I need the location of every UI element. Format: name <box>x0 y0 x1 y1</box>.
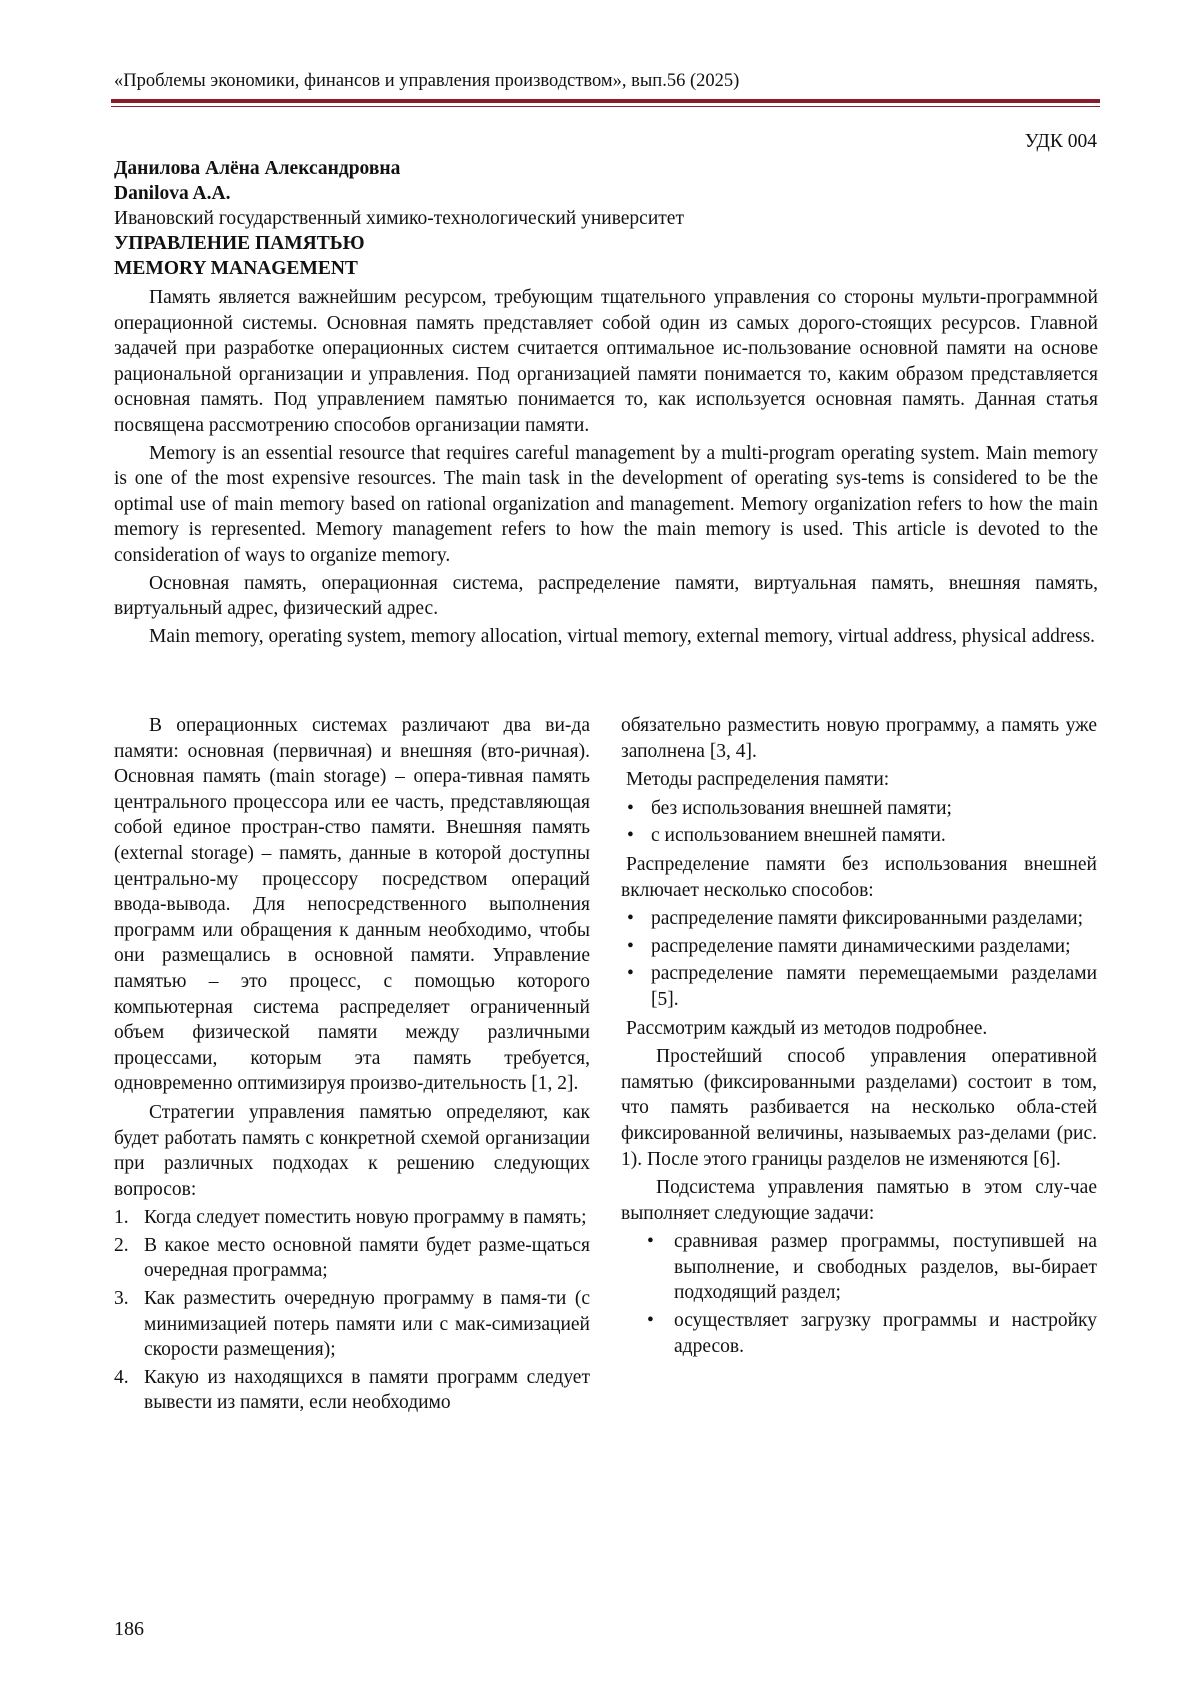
article-meta <box>114 156 1098 281</box>
list-item: • распределение памяти фиксированными разделами; <box>621 906 1097 932</box>
list-item: • с использованием внешней памяти. <box>621 823 1097 849</box>
abstract <box>114 285 1098 651</box>
udk-code: УДК 004 <box>1024 131 1097 152</box>
no-external-methods-list <box>621 906 1097 1012</box>
keywords-en: Main memory, operating system, memory allocation, virtual memory, external memory, virtual address, physical address. <box>149 625 1096 647</box>
list-item: 3. Как разместить очередную программу в памя-ти (с минимизацией потерь памяти или с мак-симизацией скорости размещения); <box>114 1288 590 1361</box>
paragraph: Распределение памяти без использования внешней включает несколько способов: <box>621 853 1097 901</box>
bullet-icon: • <box>627 935 634 957</box>
list-item: 4. Какую из находящихся в памяти программ следует вывести из памяти, если необходимо <box>114 1366 590 1414</box>
bullet-icon: • <box>647 1310 654 1332</box>
paragraph: Подсистема управления памятью в этом слу-чае выполняет следующие задачи: <box>621 1177 1097 1224</box>
header-rule <box>111 99 1100 103</box>
bullet-icon: • <box>627 908 634 930</box>
bullet-icon: • <box>627 825 634 847</box>
title-en: MEMORY MANAGEMENT <box>114 258 358 279</box>
paragraph: В операционных системах различают два ви-да памяти: основная (первичная) и внешняя (вто-ричная). Основная память (main storage) – опера-тивная память центрального процессора или ее часть, представляющая собой единое простран-ство памяти. Внешняя память (external storage) – память, данные в которой доступны центрально-му процессору посредством операций ввода-вывода. Для непосредственного выполнения программ или обращения к данным необходимо, чтобы они размещались в основной памяти. Управление памятью – это процесс, с помощью которого компьютерная система распределяет ограниченный объем физической памяти между различными процессами, которым эта память требуется, одновременно оптимизируя произво-дительность [1, 2]. <box>114 715 590 1095</box>
keywords-ru: Основная память, операционная система, распределение памяти, виртуальная память, внешняя память, виртуальный адрес, физический адрес. <box>114 572 1098 620</box>
methods-list <box>621 796 1097 849</box>
questions-list <box>114 1205 590 1416</box>
list-item: • сравнивая размер программы, поступившей на выполнение, и свободных разделов, вы-бирает подходящий раздел; <box>647 1231 1097 1304</box>
title-ru: УПРАВЛЕНИЕ ПАМЯТЬЮ <box>114 233 365 254</box>
list-item: • без использования внешней памяти; <box>621 796 1097 822</box>
page-number: 186 <box>114 1618 144 1640</box>
abstract-ru: Память является важнейшим ресурсом, требующим тщательного управления со стороны мульти-программной операционной системы. Основная память представляет собой один из самых дорого-стоящих ресурсов. Главной задачей при разработке операционных систем считается оптимальное ис-пользование основной памяти на основе рациональной организации и управления. Под организацией памяти понимается то, каким образом представляется основная память. Под управлением памятью понимается то, как используется основная память. Данная статья посвящена рассмотрению способов организации памяти. <box>114 287 1098 436</box>
bullet-icon: • <box>647 1231 654 1253</box>
list-item: • распределение памяти перемещаемыми разделами [5]. <box>627 963 1097 1010</box>
list-item: • распределение памяти динамическими разделами; <box>621 934 1097 960</box>
author-en: Danilova A.A. <box>114 183 231 204</box>
abstract-en: Memory is an essential resource that requires careful management by a multi-program operating system. Main memory is one of the most expensive resources. The main task in the development of operating sys-tems is considered to be the optimal use of main memory based on rational organization and management. Memory organization refers to how the main memory is represented. Memory management refers to how the main memory is used. This article is devoted to the consideration of ways to organize memory. <box>114 442 1098 566</box>
paragraph: обязательно разместить новую программу, а память уже заполнена [3, 4]. <box>621 715 1097 762</box>
list-item: 2. В какое место основной памяти будет разме-щаться очередная программа; <box>114 1234 590 1282</box>
journal-header: «Проблемы экономики, финансов и управления производством», вып.56 (2025) <box>114 71 740 91</box>
list-item: • осуществляет загрузку программы и настройку адресов. <box>647 1310 1097 1357</box>
list-item: 1. Когда следует поместить новую программу в память; <box>114 1207 587 1229</box>
author-ru: Данилова Алёна Александровна <box>114 158 401 179</box>
paragraph: Стратегии управления памятью определяют, как будет работать память с конкретной схемой организации при различных подходах к решению следующих вопросов: <box>114 1101 590 1200</box>
left-column <box>114 713 590 1418</box>
right-column <box>621 713 1097 1362</box>
header-rule-thin <box>111 106 1100 107</box>
paragraph: Методы распределения памяти: <box>626 769 890 791</box>
paragraph: Простейший способ управления оперативной памятью (фиксированными разделами) состоит в том, что память разбивается на несколько обла-стей фиксированной величины, называемых раз-делами (рис. 1). После этого границы разделов не изменяются [6]. <box>621 1046 1097 1170</box>
affiliation: Ивановский государственный химико-технологический университет <box>114 208 684 229</box>
bullet-icon: • <box>627 963 634 985</box>
tasks-list <box>621 1229 1097 1359</box>
bullet-icon: • <box>627 797 634 819</box>
paragraph: Рассмотрим каждый из методов подробнее. <box>626 1017 988 1039</box>
